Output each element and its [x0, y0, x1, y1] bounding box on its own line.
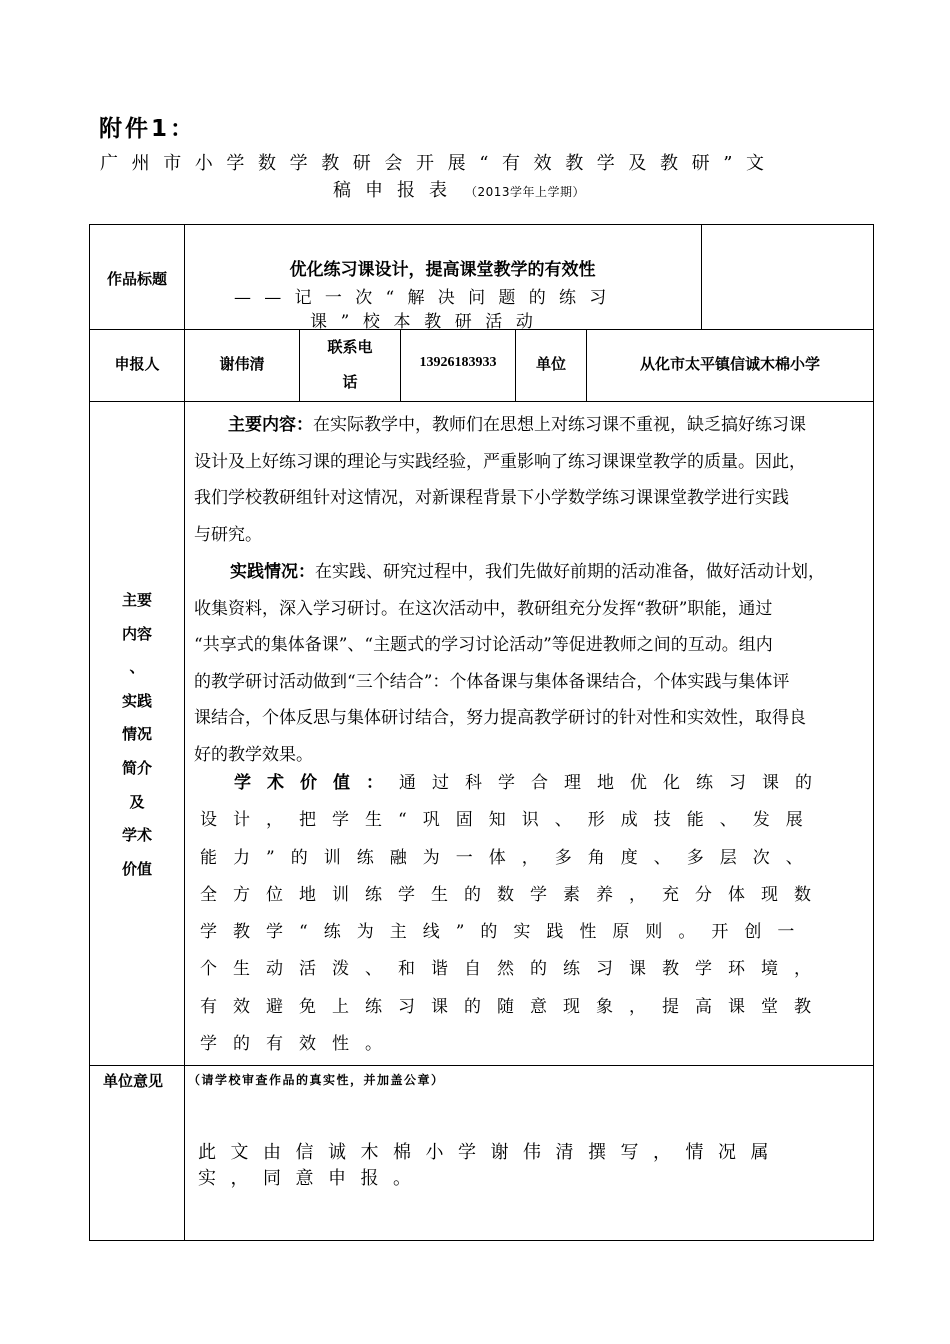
table-divider [184, 224, 185, 1241]
side-label-part: 价值 [121, 859, 152, 878]
academic-value-text: 通过科学合理地优化练习课的 [399, 773, 828, 793]
opinion-note: （请学校审查作品的真实性，并加盖公章） [188, 1073, 445, 1087]
unit-name: 从化市太平镇信诚木棉小学 [639, 355, 820, 373]
form-title: 广州市小学数学教研会开展“有效教学及教研”文 [100, 153, 778, 174]
academic-value-text: 设计，把学生“巩固知识、形成技能、发展 [200, 810, 819, 831]
practice-text: 收集资料，深入学习研讨。在这次活动中，教研组充分发挥“教研”职能，通过 [194, 598, 773, 619]
work-title-main: 优化练习课设计，提高课堂教学的有效性 [289, 260, 596, 280]
applicant-name: 谢伟清 [219, 355, 265, 373]
academic-value-heading: 学术价值： [234, 773, 399, 793]
table-border-bottom [89, 1240, 874, 1241]
side-label-part: 及 [129, 792, 145, 811]
phone-label-1: 联系电 [327, 338, 373, 356]
main-content-text: 我们学校教研组针对这情况，对新课程背景下小学数学练习课课堂教学进行实践 [194, 488, 789, 508]
table-divider [89, 401, 874, 402]
academic-value-text: 学的有效性。 [200, 1034, 398, 1055]
form-term: （2013学年上学期） [465, 185, 586, 199]
practice-heading: 实践情况： [230, 562, 315, 582]
side-label-part: 简介 [121, 758, 152, 777]
table-border-right [873, 224, 874, 1241]
academic-value-text: 学教学“练为主线”的实践性原则。开创一 [200, 922, 811, 943]
phone-number: 13926183933 [419, 355, 497, 370]
unit-label: 单位 [535, 355, 566, 373]
table-divider [89, 1065, 874, 1066]
side-label-part: 主要 [121, 591, 152, 609]
table-border-top [89, 224, 874, 225]
opinion-text [198, 1140, 783, 1192]
practice-paragraph [194, 554, 866, 773]
side-label-part: 内容 [121, 624, 152, 643]
academic-value-text: 个生动活泼、和谐自然的练习课教学环境， [200, 959, 827, 980]
main-content-paragraph [194, 407, 866, 553]
opinion-text-line: 此文由信诚木棉小学谢伟清撰写，情况属 [198, 1142, 783, 1163]
academic-value-text: 全方位地训练学生的数学素养，充分体现数 [200, 884, 827, 905]
work-title-label: 作品标题 [106, 270, 167, 288]
practice-text: 的教学研讨活动做到“三个结合”：个体备课与集体备课结合，个体实践与集体评 [194, 671, 790, 692]
academic-value-paragraph [200, 765, 860, 1063]
work-title-sub2: 课”校本教研活动 [310, 312, 547, 332]
practice-text: 好的教学效果。 [194, 744, 313, 765]
practice-text: 课结合，个体反思与集体研讨结合，努力提高教学研讨的针对性和实效性，取得良 [194, 708, 806, 728]
form-title-main: 稿申报表 [333, 180, 461, 201]
table-divider [701, 224, 702, 330]
form-title-line2 [333, 176, 585, 202]
applicant-label: 申报人 [114, 355, 160, 373]
side-label-part: 、 [129, 658, 145, 677]
side-label-part: 情况 [121, 725, 152, 744]
content-side-label [90, 584, 184, 886]
academic-value-text: 有效避免上练习课的随意现象，提高课堂教 [200, 996, 827, 1017]
main-content-heading: 主要内容： [228, 415, 313, 435]
main-content-text: 设计及上好练习课的理论与实践经验，严重影响了练习课课堂教学的质量。因此， [194, 451, 806, 472]
practice-text: “共享式的集体备课”、“主题式的学习讨论活动”等促进教师之间的互动。组内 [194, 635, 773, 655]
side-label-part: 学术 [121, 826, 152, 845]
phone-label-2: 话 [342, 373, 358, 391]
opinion-label: 单位意见 [102, 1072, 163, 1090]
practice-text: 在实践、研究过程中，我们先做好前期的活动准备，做好活动计划， [315, 562, 825, 582]
attachment-label: 附件1： [99, 116, 197, 142]
side-label-part: 实践 [121, 691, 152, 710]
main-content-text: 在实际教学中，教师们在思想上对练习课不重视，缺乏搞好练习课 [313, 415, 806, 435]
work-title-sub1: ——记一次“解决问题的练习 [234, 288, 620, 308]
opinion-text-line: 实，同意申报。 [198, 1168, 426, 1189]
main-content-text: 与研究。 [194, 524, 262, 545]
academic-value-text: 能力”的训练融为一体，多角度、多层次、 [200, 847, 819, 868]
